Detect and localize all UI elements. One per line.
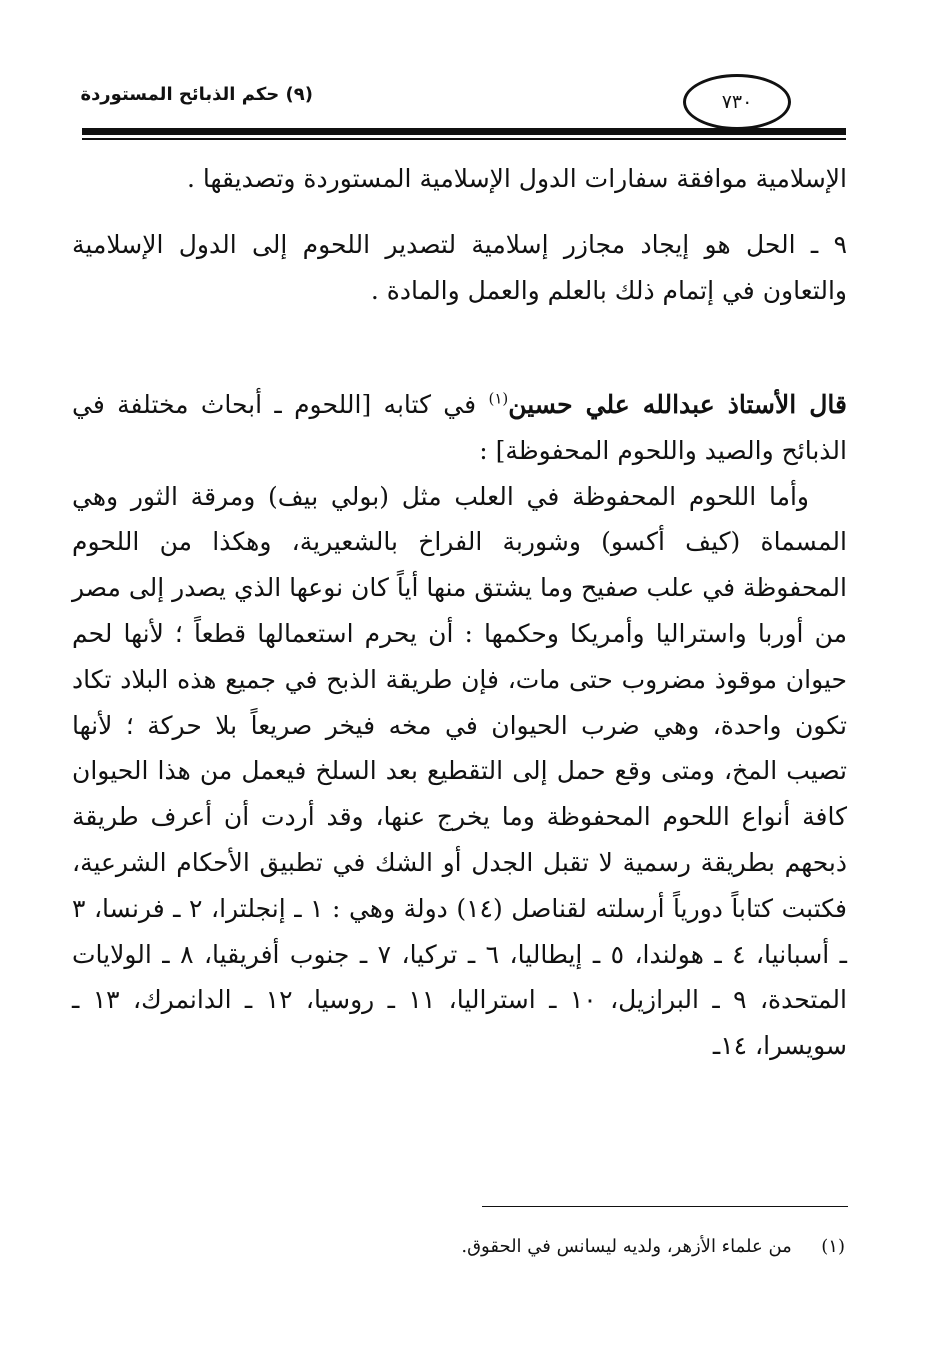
quoted-section <box>72 382 847 1069</box>
book-citation: في كتابه [اللحوم ـ أبحاث مختلفة في الذبائح والصيد واللحوم المحفوظة] : <box>72 390 847 465</box>
paragraph-text: ٩ ـ الحل هو إيجاد مجازر إسلامية لتصدير اللحوم إلى الدول الإسلامية والتعاون في إتمام ذلك بالعلم والعمل والمادة . <box>72 230 847 305</box>
page-number: ٧٣٠ <box>683 74 791 130</box>
running-header-title: (٩) حكم الذبائح المستوردة <box>80 84 313 105</box>
paragraph-point-9 <box>72 222 847 314</box>
footnote-marker: (١) <box>821 1236 845 1257</box>
header-rule-thin <box>82 138 846 140</box>
footnote-divider <box>482 1206 848 1207</box>
main-paragraph: وأما اللحوم المحفوظة في العلب مثل (بولي بيف) ومرقة الثور وهي المسماة (كيف أكسو) وشوربة الفراخ بالشعيرية، وهكذا من اللحوم المحفوظة في علب صفيح وما يشتق منها أياً كان نوعها الذي يصدر إلى مصر من أوربا واستراليا وأمريكا وحكمها : أن يحرم استعمالها قطعاً ؛ لأنها لحم حيوان موقوذ مضروب حتى مات، فإن طريقة الذبح في جميع هذه البلاد تكاد تكون واحدة، وهي ضرب الحيوان في مخه فيخر صريعاً بلا حركة ؛ لأنها تصيب المخ، ومتى وقع حمل إلى التقطيع بعد السلخ فيعمل من هذا الحيوان كافة أنواع اللحوم المحفوظة وما يخرج عنها، وقد أردت أن أعرف طريقة ذبحهم بطريقة رسمية لا تقبل الجدل أو الشك في تطبيق الأحكام الشرعية، فكتبت كتاباً دورياً أرسلته لقناصل (١٤) دولة وهي : ١ ـ إنجلترا، ٢ ـ فرنسا، ٣ ـ أسبانيا، ٤ ـ هولندا، ٥ ـ إيطاليا، ٦ ـ تركيا، ٧ ـ جنوب أفريقيا، ٨ ـ الولايات المتحدة، ٩ ـ البرازيل، ١٠ ـ استراليا، ١١ ـ روسيا، ١٢ ـ الدانمرك، ١٣ ـ سويسرا، ١٤ـ <box>72 481 847 1061</box>
author-name: قال الأستاذ عبدالله علي حسين <box>508 390 847 419</box>
footnote-text: من علماء الأزهر، ولديه ليسانس في الحقوق. <box>461 1236 792 1257</box>
section-heading <box>72 382 847 474</box>
paragraph-continuation <box>72 156 847 202</box>
footnote <box>461 1236 845 1257</box>
footnote-reference: (١) <box>488 389 509 408</box>
paragraph-text: الإسلامية موافقة سفارات الدول الإسلامية المستوردة وتصديقها . <box>187 164 847 193</box>
